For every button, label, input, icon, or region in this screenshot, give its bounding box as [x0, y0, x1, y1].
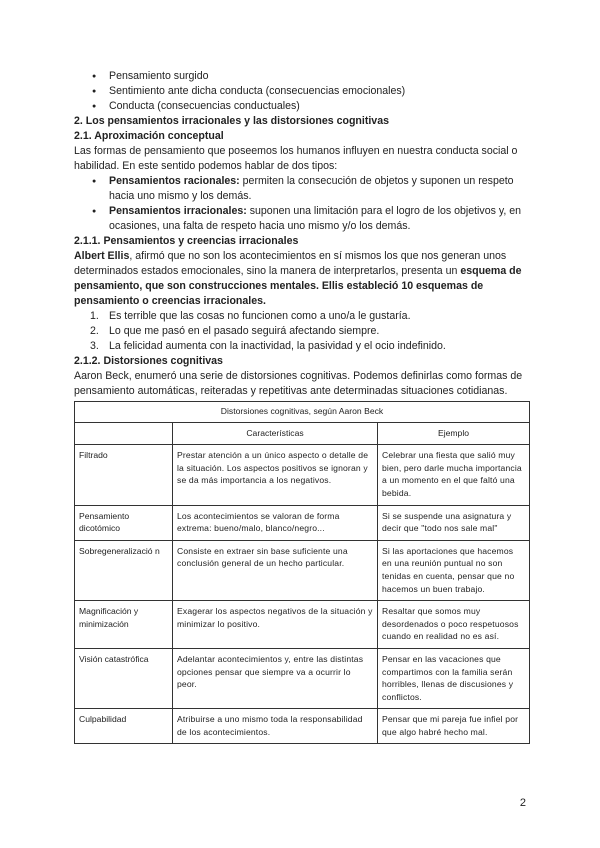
table-cell: Atribuirse a uno mismo toda la responsabilidad de los acontecimientos.	[173, 709, 378, 744]
numbered-item	[74, 309, 529, 324]
item-number: 1.	[90, 310, 99, 322]
section-heading: 2. Los pensamientos irracionales y las distorsiones cognitivas	[74, 115, 389, 127]
table-row	[75, 505, 530, 540]
ellis-name: Albert Ellis	[74, 250, 130, 262]
item-text: La felicidad aumenta con la inactividad, la pasividad y el ocio indefinido.	[109, 340, 446, 352]
ellis-text: , afirmó que no son los acontecimientos en sí mismos los que nos generan unos determinados estados emocionales, sino la manera de interpretarlos, presenta un	[74, 250, 507, 277]
subsection-heading: 2.1.2. Distorsiones cognitivas	[74, 355, 223, 367]
document-body	[74, 69, 529, 744]
table-cell: Los acontecimientos se valoran de forma extrema: bueno/malo, blanco/negro...	[173, 505, 378, 540]
table-caption: Distorsiones cognitivas, según Aaron Beck	[75, 402, 530, 423]
subsection-heading: 2.1.1. Pensamientos y creencias irracionales	[74, 235, 299, 247]
table-cell: Filtrado	[75, 445, 173, 505]
table-row	[75, 601, 530, 649]
type-text: permiten la consecución de objetos y suponen un respeto hacia uno mismo y los demás.	[109, 175, 514, 202]
table-row	[75, 648, 530, 708]
page-number: 2	[519, 797, 526, 809]
item-text: Lo que me pasó en el pasado seguirá afectando siempre.	[109, 325, 380, 337]
table-cell: Si las aportaciones que hacemos en una reunión puntual no son tenidas en cuenta, pensar que no hacemos un buen trabajo.	[378, 540, 530, 600]
ellis-paragraph	[74, 249, 529, 309]
bullet-item: ● Sentimiento ante dicha conducta (consecuencias emocionales)	[74, 84, 529, 99]
type-label: Pensamientos racionales:	[109, 175, 240, 187]
table-row	[75, 709, 530, 744]
table-cell: Si se suspende una asignatura y decir que "todo nos sale mal"	[378, 505, 530, 540]
table-cell: Magnificación y minimización	[75, 601, 173, 649]
table-header: Ejemplo	[378, 422, 530, 445]
table-cell: Exagerar los aspectos negativos de la situación y minimizar lo positivo.	[173, 601, 378, 649]
table-header	[75, 422, 173, 445]
table-cell: Sobregeneralizació n	[75, 540, 173, 600]
table-header: Características	[173, 422, 378, 445]
bullet-item: ● Conducta (consecuencias conductuales)	[74, 99, 529, 114]
item-number: 3.	[90, 340, 99, 352]
paragraph: Las formas de pensamiento que poseemos los humanos influyen en nuestra conducta social o habilidad. En este sentido podemos hablar de dos tipos:	[74, 145, 518, 172]
item-number: 2.	[90, 325, 99, 337]
type-item	[74, 204, 529, 234]
distortions-table	[74, 401, 530, 744]
numbered-item	[74, 339, 529, 354]
table-cell: Prestar atención a un único aspecto o detalle de la situación. Los aspectos positivos se ignoran y se da más importancia a los negativos.	[173, 445, 378, 505]
table-row	[75, 445, 530, 505]
table-cell: Pensar en las vacaciones que compartimos con la familia serán horribles, llenas de discusiones y conflictos.	[378, 648, 530, 708]
table-cell: Celebrar una fiesta que salió muy bien, pero darle mucha importancia a un momento en el que faltó una bebida.	[378, 445, 530, 505]
table-cell: Resaltar que somos muy desordenados o poco respetuosos cuando en realidad no es así.	[378, 601, 530, 649]
table-cell: Adelantar acontecimientos y, entre las distintas opciones pensar que siempre va a ocurrir lo peor.	[173, 648, 378, 708]
ellis-bold: esquema de pensamiento, que son construcciones mentales. Ellis estableció 10 esquemas de pensamiento o creencias irracionales.	[74, 265, 522, 307]
numbered-item	[74, 324, 529, 339]
type-text: suponen una limitación para el logro de los objetivos y, en ocasiones, una falta de respeto hacia uno mismo y/o los demás.	[109, 205, 522, 232]
item-text: Es terrible que las cosas no funcionen como a uno/a le gustaría.	[109, 310, 411, 322]
table-cell: Consiste en extraer sin base suficiente una conclusión general de un hecho particular.	[173, 540, 378, 600]
type-label: Pensamientos irracionales:	[109, 205, 247, 217]
type-item	[74, 174, 529, 204]
bullet-item: ● Pensamiento surgido	[74, 69, 529, 84]
subsection-heading: 2.1. Aproximación conceptual	[74, 130, 224, 142]
table-cell: Pensar que mi pareja fue infiel por que algo habré hecho mal.	[378, 709, 530, 744]
paragraph: Aaron Beck, enumeró una serie de distorsiones cognitivas. Podemos definirlas como formas de pensamiento automáticas, reiteradas y repetitivas ante determinadas situaciones cotidianas.	[74, 370, 523, 397]
table-row	[75, 540, 530, 600]
table-cell: Pensamiento dicotómico	[75, 505, 173, 540]
table-cell: Visión catastrófica	[75, 648, 173, 708]
table-cell: Culpabilidad	[75, 709, 173, 744]
